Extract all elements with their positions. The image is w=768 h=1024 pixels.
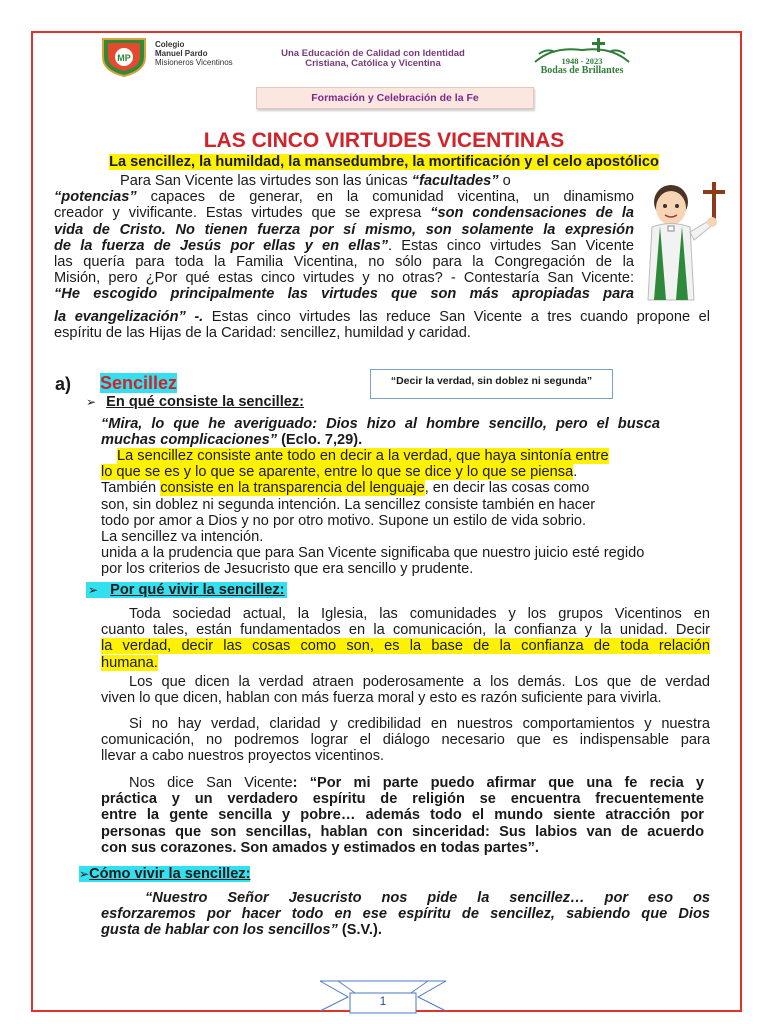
p5-l5: con sus corazones. Son amados y estimados en todas partes”. — [101, 839, 539, 856]
intro-paragraph — [54, 173, 634, 303]
intro-l1b: “facultades” — [411, 173, 499, 189]
p2-l3: la verdad, decir las cosas como son, es la base de la confianza de toda relación — [101, 638, 710, 655]
page-title: LAS CINCO VIRTUDES VICENTINAS — [203, 129, 565, 152]
p5-l2: práctica y un verdadero espíritu de religión se encuentra frecuentemente — [101, 791, 704, 808]
paragraph-6 — [101, 890, 710, 939]
p1-l3c: , en decir las cosas como — [424, 480, 590, 497]
intro-l5a: de la fuerza de Jesús por ellas y en ellas” — [54, 237, 389, 254]
school-crest — [99, 37, 149, 77]
p6-l3a: gusta de hablar con los sencillos” — [101, 922, 338, 939]
arrow-bullet-icon: ➢ — [79, 867, 90, 881]
p1-l2-end: . — [573, 464, 578, 481]
p1-l2: lo que se es y lo que se aparente, entre lo que se dice y lo que se piensa — [101, 464, 574, 481]
p6-l2: esforzaremos por hacer todo en ese espíritu de sencillez, sabiendo que Dios — [101, 906, 710, 923]
intro-l5b: . Estas cinco virtudes San Vicente — [388, 237, 634, 254]
section-a-heading-text: Sencillez — [100, 373, 178, 393]
school-line-3: Misioneros Vicentinos — [155, 58, 233, 67]
motto-line-2: Cristiana, Católica y Vicentina — [305, 58, 441, 69]
school-name — [155, 40, 233, 67]
paragraph-2 — [101, 606, 710, 671]
q1-quote-l1: “Mira, lo que he averiguado: Dios hizo al hombre sencillo, pero el busca — [101, 416, 660, 432]
section-banner — [256, 87, 534, 109]
banner-text: Formación y Celebración de la Fe — [311, 92, 479, 104]
intro-l9a: la evangelización” -. — [54, 309, 204, 325]
subtitle-text: La sencillez, la humildad, la mansedumbre, la mortificación y el celo apostólico — [109, 154, 659, 170]
page-number: 1 — [379, 994, 387, 1008]
p2-l1: Toda sociedad actual, la Iglesia, las comunidades y los grupos Vicentinos en — [129, 606, 710, 622]
intro-l4: vida de Cristo. No tienen fuerza por sí mismo, son solamente la expresión — [54, 221, 634, 238]
p2-l2: cuanto tales, están fundamentados en la comunicación, la confianza y la unidad. Decir — [101, 622, 710, 639]
arrow-bullet-icon: ➢ — [86, 395, 97, 409]
q1-heading — [86, 394, 304, 410]
anniversary-years: 1948 - 2023 — [561, 56, 603, 66]
intro-l2a: “potencias” — [54, 189, 137, 206]
paragraph-3 — [101, 674, 710, 706]
school-motto — [263, 49, 483, 69]
p2-l4: humana. — [101, 654, 158, 671]
p1-l4: son, sin doblez ni segunda intención. La sencillez consiste también en hacer — [101, 496, 596, 513]
p4-l1: Si no hay verdad, claridad y credibilidad en nuestros comportamientos y nuestra — [129, 716, 710, 732]
p3-l2: viven lo que dicen, hablan con más fuerza moral y esto es razón suficiente para vivirla. — [101, 690, 662, 707]
intro-l1c: o — [498, 173, 511, 189]
quote-box — [370, 369, 613, 399]
p5-l3: entre la gente sencilla y pobre… además todo el mundo siente atracción por — [101, 807, 704, 824]
p1-l3a: También — [101, 480, 161, 497]
q1-quote — [101, 416, 660, 448]
p1-l1: La sencillez consiste ante todo en decir a la verdad, que haya sintonía entre — [117, 448, 609, 464]
p1-l6: La sencillez va intención. — [101, 529, 264, 546]
school-line-2: Manuel Pardo — [155, 49, 208, 58]
q2-heading-text: Por qué vivir la sencillez: — [110, 582, 285, 598]
p5-l4: personas que son sencillas, hablan con sinceridad: Sus labios van de acuerdo — [101, 823, 704, 840]
anniversary-logo — [533, 36, 631, 78]
intro-l3b: “son condensaciones de la — [430, 205, 634, 222]
intro-l8: “He escogido principalmente las virtudes que son más apropiadas para — [54, 286, 634, 303]
intro-l6: las quería para toda la Familia Vicentina, no sólo para la Congregación de la — [54, 254, 634, 271]
section-a-letter: a) — [55, 374, 72, 394]
quote-box-text: “Decir la verdad, sin doblez ni segunda” — [390, 375, 593, 387]
p1-l7: unida a la prudencia que para San Vicente significaba que nuestro juicio esté regido — [101, 545, 645, 562]
school-line-1: Colegio — [155, 40, 185, 49]
q1-heading-text: En qué consiste la sencillez: — [106, 394, 305, 410]
intro-l10: espíritu de las Hijas de la Caridad: sencillez, humildad y caridad. — [54, 325, 471, 342]
q2-heading — [86, 582, 287, 598]
p6-l1: “Nuestro Señor Jesucristo nos pide la sencillez… por eso os — [145, 890, 710, 906]
p6-l3b: (S.V.). — [337, 922, 382, 939]
intro-paragraph-end — [54, 309, 710, 341]
intro-l9b: Estas cinco virtudes las reduce San Vicente a tres cuando propone el — [203, 309, 710, 325]
p1-l5: todo por amor a Dios y no por otro motivo. Supone un estilo de vida sobrio. — [101, 512, 587, 529]
motto-line-1: Una Educación de Calidad con Identidad — [281, 48, 465, 59]
intro-l2b: capaces de generar, en la comunidad vicentina, un dinamismo — [136, 189, 634, 206]
q1-quote-l2b: (Eclo. 7,29). — [277, 432, 363, 449]
intro-l3a: creador y vivificante. Estas virtudes que se expresa — [54, 205, 431, 222]
intro-l1a: Para San Vicente las virtudes son las únicas — [120, 173, 412, 189]
paragraph-4 — [101, 716, 710, 765]
q3-heading-text: Cómo vivir la sencillez: — [89, 866, 251, 882]
q3-heading — [79, 866, 250, 882]
p4-l3: llevar a cabo nuestros proyectos vicentinos. — [101, 748, 385, 765]
p3-l1: Los que dicen la verdad atraen poderosamente a los demás. Los que de verdad — [129, 674, 710, 690]
p4-l2: comunicación, no podremos lograr el diálogo necesario que es indispensable para — [101, 732, 710, 749]
intro-l7: Misión, pero ¿Por qué estas cinco virtudes y no otras? - Contestaría San Vicente: — [54, 270, 634, 287]
page-subtitle — [0, 154, 768, 171]
q1-quote-l2a: muchas complicaciones” — [101, 432, 278, 449]
crest-initials: MP — [117, 53, 131, 63]
p5-l1b: : “Por mi parte puedo afirmar que una fe recia y — [292, 775, 704, 791]
priest-illustration — [640, 180, 732, 308]
p5-l1a: Nos dice San Vicente — [129, 775, 293, 791]
anniversary-text: Bodas de Brillantes — [540, 65, 624, 76]
paragraph-5 — [101, 775, 704, 856]
p1-l3b: consiste en la transparencia del lenguaje — [160, 480, 425, 497]
arrow-bullet-icon: ➢ — [88, 583, 99, 597]
section-a-heading — [100, 373, 177, 394]
paragraph-1 — [101, 448, 661, 578]
p1-l8: por los criterios de Jesucristo que era sencillo y prudente. — [101, 561, 474, 578]
